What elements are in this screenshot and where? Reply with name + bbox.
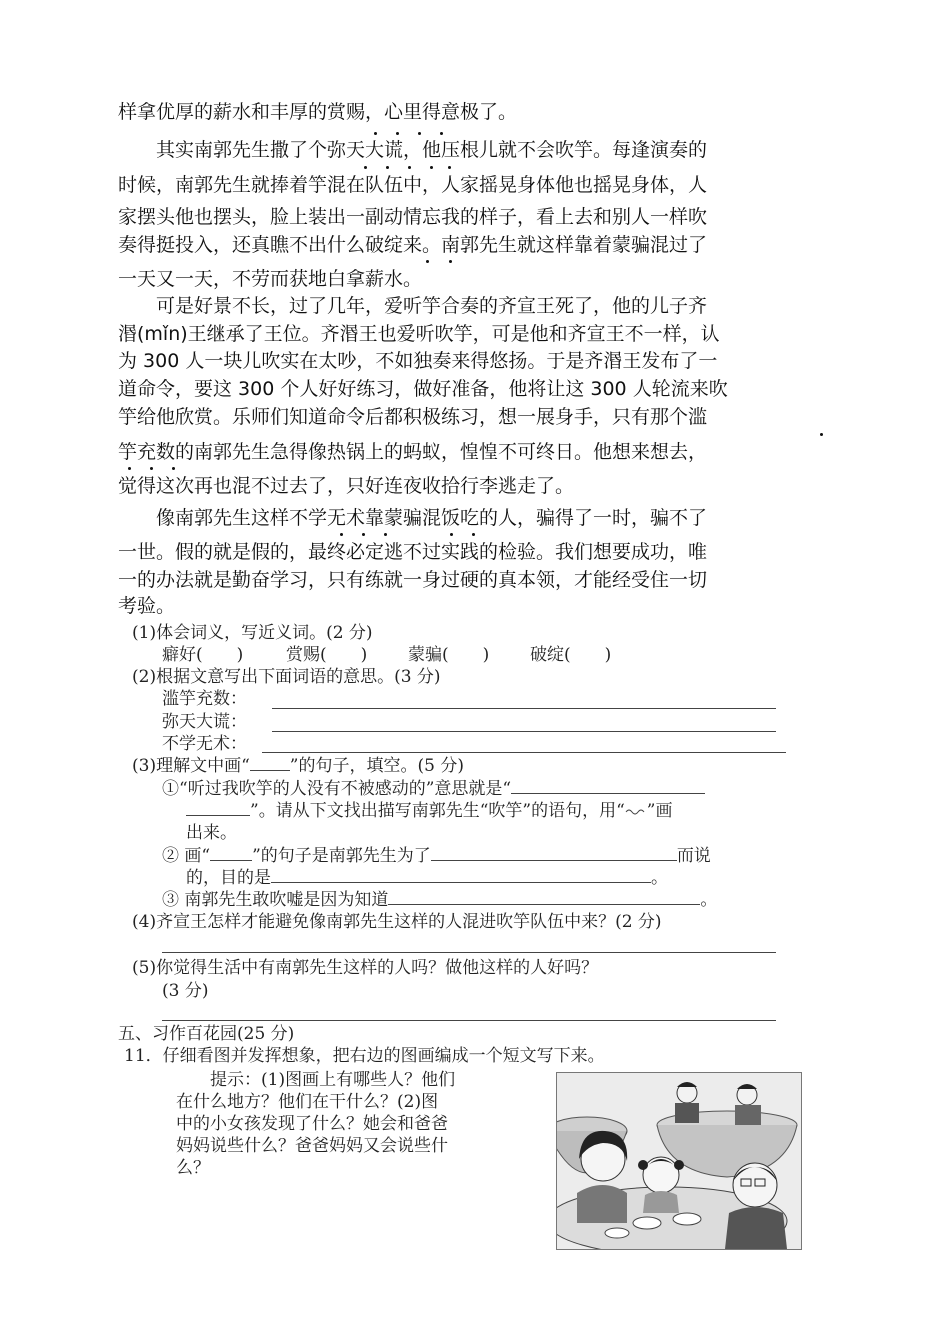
article-line: 一天又一天，不劳而获地白拿薪水。: [118, 268, 423, 290]
q1-word-2[interactable]: 赏赐( ): [286, 645, 368, 665]
q2-answer-line-1[interactable]: [272, 708, 776, 709]
restaurant-illustration: [556, 1072, 802, 1250]
q2-item-1: 滥竽充数：: [162, 689, 247, 709]
section-5-heading: 五、习作百花园(25 分): [118, 1024, 295, 1044]
article-line: 样拿优厚的薪水和丰厚的赏赐，心里得意极了。: [118, 101, 518, 123]
hint-line: 妈妈说些什么？爸爸妈妈又会说些什: [176, 1136, 448, 1156]
article-line: 家摆头他也摆头，脸上装出一副动情忘我的样子，看上去和别人一样吹: [118, 206, 708, 228]
q2-item-2: 弥天大谎：: [162, 712, 247, 732]
question-1-title: (1)体会词义，写近义词。(2 分): [132, 623, 373, 643]
q1-word-3[interactable]: 蒙骗( ): [408, 645, 490, 665]
q5-answer-line[interactable]: [162, 1020, 776, 1021]
q1-word-4[interactable]: 破绽( ): [530, 645, 612, 665]
article-line: 奏得挺投入，还真瞧不出什么破绽来。南郭先生就这样靠着蒙骗混过了: [118, 234, 708, 256]
question-5: (5)你觉得生活中有南郭先生这样的人吗？做他这样的人好吗？: [132, 958, 599, 978]
q3-item-1-cont: ”。请从下文找出描写南郭先生“吹竽”的语句，用“ ”画: [186, 800, 672, 822]
q2-answer-line-3[interactable]: [262, 752, 786, 753]
q3-item-2-cont: 的，目的是 。: [186, 868, 668, 888]
article-line: 像南郭先生这样不学无术靠蒙骗混饭吃的人，骗得了一时，骗不了: [118, 507, 708, 529]
hint-line: 么？: [176, 1158, 210, 1178]
hint-line: 在什么地方？他们在干什么？(2)图: [176, 1092, 439, 1112]
article-line: 湣(mǐn)王继承了王位。齐湣王也爱听吹竽，可是他和齐宣王不一样，认: [118, 323, 720, 345]
family-dinner-image: [557, 1073, 801, 1249]
article-line: 其实南郭先生撒了个弥天大谎，他压根儿就不会吹竽。每逢演奏的: [118, 139, 708, 161]
article-line: 觉得这次再也混不过去了，只好连夜收拾行李逃走了。: [118, 475, 575, 497]
question-5-score: (3 分): [162, 981, 209, 1001]
q4-answer-line[interactable]: [162, 952, 776, 953]
article-line: 道命令，要这 300 个人好好练习，做好准备，他将让这 300 人轮流来吹: [118, 378, 728, 400]
article-line: 一的办法就是勤奋学习，只有练就一身过硬的真本领，才能经受住一切: [118, 569, 708, 591]
article-line: 可是好景不长，过了几年，爱听竽合奏的齐宣王死了，他的儿子齐: [118, 295, 708, 317]
q3-item-3: ③ 南郭先生敢吹嘘是因为知道 。: [162, 890, 718, 910]
q2-item-3: 不学无术：: [162, 734, 247, 754]
question-4: (4)齐宣王怎样才能避免像南郭先生这样的人混进吹竽队伍中来？(2 分): [132, 912, 662, 932]
q1-word-1[interactable]: 癖好( ): [162, 645, 244, 665]
wavy-underline-icon: [625, 808, 647, 816]
article-line: 考验。: [118, 595, 176, 617]
q3-item-2: ② 画“ ”的句子是南郭先生为了 而说: [162, 846, 711, 866]
question-2-title: (2)根据文意写出下面词语的意思。(3 分): [132, 667, 441, 687]
question-11: 11．仔细看图并发挥想象，把右边的图画编成一个短文写下来。: [124, 1046, 605, 1066]
q3-item-1-end: 出来。: [186, 823, 237, 843]
hint-line: 提示：(1)图画上有哪些人？他们: [176, 1070, 456, 1090]
article-line: 为 300 人一块儿吹实在太吵，不如独奏来得悠扬。于是齐湣王发布了一: [118, 350, 718, 372]
article-line: 时候，南郭先生就捧着竽混在队伍中，人家摇晃身体他也摇晃身体，人: [118, 174, 708, 196]
article-line: 竽充数的南郭先生急得像热锅上的蚂蚁，惶惶不可终日。他想来想去，: [118, 441, 708, 463]
question-3-title: (3)理解文中画“ ”的句子，填空。(5 分): [132, 756, 464, 776]
q3-item-1: ①“听过我吹竽的人没有不被感动的”意思就是“: [162, 778, 705, 800]
hint-line: 中的小女孩发现了什么？她会和爸爸: [176, 1114, 448, 1134]
article-line: 一世。假的就是假的，最终必定逃不过实践的检验。我们想要成功，唯: [118, 541, 708, 563]
q2-answer-line-2[interactable]: [272, 731, 776, 732]
article-line: 竽给他欣赏。乐师们知道命令后都积极练习，想一展身手，只有那个滥: [118, 406, 708, 428]
